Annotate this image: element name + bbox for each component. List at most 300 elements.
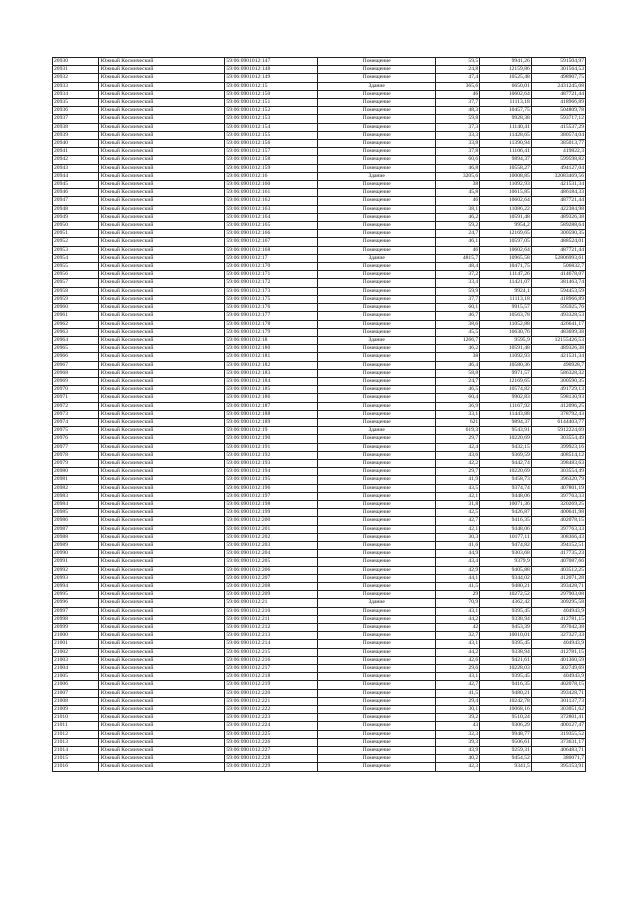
cadastral-value-cell: 491729,13 bbox=[531, 386, 585, 394]
cadastral-value-cell: 589288,64 bbox=[531, 222, 585, 230]
area-cell: 42,7 bbox=[436, 681, 480, 689]
district-cell: Южный Космический bbox=[99, 747, 225, 755]
row-number-cell: 21001 bbox=[53, 640, 99, 648]
district-cell: Южный Космический bbox=[99, 230, 225, 238]
object-type-cell: Помещение bbox=[318, 624, 436, 632]
district-cell: Южный Космический bbox=[99, 58, 225, 66]
unit-value-cell: 10558,27 bbox=[480, 164, 532, 172]
cadastral-value-cell: 297903,08 bbox=[531, 591, 585, 599]
area-cell: 37,7 bbox=[436, 295, 480, 303]
object-type-cell: Помещение bbox=[318, 459, 436, 467]
table-row bbox=[53, 607, 586, 615]
table-row bbox=[53, 254, 586, 262]
table-row bbox=[53, 665, 586, 673]
unit-value-cell: 9416,35 bbox=[480, 681, 532, 689]
row-number-cell: 20936 bbox=[53, 107, 99, 115]
unit-value-cell: 9338,94 bbox=[480, 615, 532, 623]
row-number-cell: 20966 bbox=[53, 353, 99, 361]
table-row bbox=[53, 640, 586, 648]
cadastral-value-cell: 408514,12 bbox=[531, 451, 585, 459]
row-number-cell: 20945 bbox=[53, 181, 99, 189]
area-cell: 41,5 bbox=[436, 689, 480, 697]
cadastral-value-cell: 393428,71 bbox=[531, 583, 585, 591]
district-cell: Южный Космический bbox=[99, 722, 225, 730]
area-cell: 44,2 bbox=[436, 615, 480, 623]
cadastral-number-cell: 59:06:0901012:153 bbox=[225, 115, 318, 123]
cadastral-number-cell: 59:06:0901012:210 bbox=[225, 607, 318, 615]
unit-value-cell: 10630,76 bbox=[480, 328, 532, 336]
row-number-cell: 21006 bbox=[53, 681, 99, 689]
cadastral-value-cell: 12155426,53 bbox=[531, 336, 585, 344]
district-cell: Южный Космический bbox=[99, 336, 225, 344]
table-row bbox=[53, 123, 586, 131]
district-cell: Южный Космический bbox=[99, 312, 225, 320]
cadastral-number-cell: 59:06:0901012:162 bbox=[225, 197, 318, 205]
unit-value-cell: 9928,38 bbox=[480, 115, 532, 123]
table-row bbox=[53, 714, 586, 722]
district-cell: Южный Космический bbox=[99, 665, 225, 673]
table-row bbox=[53, 58, 586, 66]
unit-value-cell: 9344,02 bbox=[480, 574, 532, 582]
cadastral-value-cell: 399923,16 bbox=[531, 443, 585, 451]
row-number-cell: 20979 bbox=[53, 459, 99, 467]
row-number-cell: 20931 bbox=[53, 66, 99, 74]
area-cell: 24,7 bbox=[436, 377, 480, 385]
district-cell: Южный Космический bbox=[99, 632, 225, 640]
object-type-cell: Помещение bbox=[318, 443, 436, 451]
object-type-cell: Помещение bbox=[318, 673, 436, 681]
cadastral-number-cell: 59:06:0901012:156 bbox=[225, 140, 318, 148]
cadastral-number-cell: 59:06:0901012:154 bbox=[225, 123, 318, 131]
object-type-cell: Помещение bbox=[318, 361, 436, 369]
cadastral-value-cell: 489326,38 bbox=[531, 213, 585, 221]
unit-value-cell: 9374,74 bbox=[480, 484, 532, 492]
unit-value-cell: 10010,01 bbox=[480, 632, 532, 640]
area-cell: 48,4 bbox=[436, 263, 480, 271]
cadastral-value-cell: 300590,35 bbox=[531, 230, 585, 238]
cadastral-value-cell: 418966,89 bbox=[531, 295, 585, 303]
object-type-cell: Помещение bbox=[318, 747, 436, 755]
unit-value-cell: 9902,83 bbox=[480, 394, 532, 402]
table-row bbox=[53, 402, 586, 410]
row-number-cell: 20947 bbox=[53, 197, 99, 205]
district-cell: Южный Космический bbox=[99, 328, 225, 336]
cadastral-value-cell: 396320,79 bbox=[531, 476, 585, 484]
cadastral-number-cell: 59:06:0901012:199 bbox=[225, 509, 318, 517]
unit-value-cell: 10615,85 bbox=[480, 189, 532, 197]
unit-value-cell: 9395,45 bbox=[480, 607, 532, 615]
cadastral-number-cell: 59:06:0901012:183 bbox=[225, 369, 318, 377]
table-row bbox=[53, 738, 586, 746]
district-cell: Южный Космический bbox=[99, 558, 225, 566]
cadastral-number-cell: 59:06:0901012:217 bbox=[225, 665, 318, 673]
district-cell: Южный Космический bbox=[99, 320, 225, 328]
district-cell: Южный Космический bbox=[99, 131, 225, 139]
row-number-cell: 20960 bbox=[53, 304, 99, 312]
cadastral-number-cell: 59:06:0901012:207 bbox=[225, 574, 318, 582]
cadastral-number-cell: 59:06:0901012:149 bbox=[225, 74, 318, 82]
unit-value-cell: 9341,5 bbox=[480, 763, 532, 771]
unit-value-cell: 11113,18 bbox=[480, 295, 532, 303]
cadastral-value-cell: 586328,32 bbox=[531, 369, 585, 377]
object-type-cell: Помещение bbox=[318, 418, 436, 426]
object-type-cell: Помещение bbox=[318, 238, 436, 246]
unit-value-cell: 9480,21 bbox=[480, 689, 532, 697]
table-row bbox=[53, 763, 586, 771]
cadastral-value-cell: 486184,33 bbox=[531, 189, 585, 197]
unit-value-cell: 9480,21 bbox=[480, 583, 532, 591]
cadastral-number-cell: 59:06:0901012:202 bbox=[225, 533, 318, 541]
cadastral-number-cell: 59:06:0901012:191 bbox=[225, 443, 318, 451]
unit-value-cell: 11147,26 bbox=[480, 271, 532, 279]
row-number-cell: 21015 bbox=[53, 755, 99, 763]
unit-value-cell: 9259,31 bbox=[480, 747, 532, 755]
area-cell: 46,4 bbox=[436, 361, 480, 369]
table-row bbox=[53, 689, 586, 697]
object-type-cell: Помещение bbox=[318, 591, 436, 599]
object-type-cell: Помещение bbox=[318, 369, 436, 377]
row-number-cell: 20955 bbox=[53, 263, 99, 271]
unit-value-cell: 10071,36 bbox=[480, 500, 532, 508]
cadastral-value-cell: 412096,25 bbox=[531, 402, 585, 410]
cadastral-number-cell: 59:06:0901012:184 bbox=[225, 377, 318, 385]
cadastral-value-cell: 493328,53 bbox=[531, 312, 585, 320]
object-type-cell: Здание bbox=[318, 254, 436, 262]
district-cell: Южный Космический bbox=[99, 394, 225, 402]
cadastral-number-cell: 59:06:0901012:214 bbox=[225, 640, 318, 648]
table-row bbox=[53, 353, 586, 361]
object-type-cell: Помещение bbox=[318, 435, 436, 443]
unit-value-cell: 10602,64 bbox=[480, 197, 532, 205]
unit-value-cell: 9306,29 bbox=[480, 722, 532, 730]
cadastral-value-cell: 52806993,61 bbox=[531, 254, 585, 262]
object-type-cell: Помещение bbox=[318, 156, 436, 164]
table-row bbox=[53, 427, 586, 435]
object-type-cell: Помещение bbox=[318, 665, 436, 673]
cadastral-number-cell: 59:06:0901012:182 bbox=[225, 361, 318, 369]
table-row bbox=[53, 222, 586, 230]
area-cell: 43,1 bbox=[436, 673, 480, 681]
row-number-cell: 21003 bbox=[53, 656, 99, 664]
row-number-cell: 20954 bbox=[53, 254, 99, 262]
table-row bbox=[53, 533, 586, 541]
area-cell: 43,4 bbox=[436, 558, 480, 566]
cadastral-number-cell: 59:06:0901012:194 bbox=[225, 468, 318, 476]
table-row bbox=[53, 451, 586, 459]
cadastral-number-cell: 59:06:0901012:221 bbox=[225, 697, 318, 705]
unit-value-cell: 10574,82 bbox=[480, 386, 532, 394]
district-cell: Южный Космический bbox=[99, 238, 225, 246]
cadastral-value-cell: 419822,3 bbox=[531, 148, 585, 156]
district-cell: Южный Космический bbox=[99, 82, 225, 90]
cadastral-value-cell: 422384,98 bbox=[531, 205, 585, 213]
cadastral-number-cell: 59:06:0901012:188 bbox=[225, 410, 318, 418]
object-type-cell: Помещение bbox=[318, 689, 436, 697]
object-type-cell: Помещение bbox=[318, 279, 436, 287]
unit-value-cell: 9543,91 bbox=[480, 427, 532, 435]
cadastral-number-cell: 59:06:0901012:179 bbox=[225, 328, 318, 336]
district-cell: Южный Космический bbox=[99, 361, 225, 369]
row-number-cell: 21013 bbox=[53, 738, 99, 746]
table-row bbox=[53, 500, 586, 508]
cadastral-number-cell: 59:06:0901012:197 bbox=[225, 492, 318, 500]
district-cell: Южный Космический bbox=[99, 525, 225, 533]
unit-value-cell: 11390,94 bbox=[480, 140, 532, 148]
object-type-cell: Здание bbox=[318, 427, 436, 435]
cadastral-number-cell: 59:06:0901012:166 bbox=[225, 230, 318, 238]
row-number-cell: 20994 bbox=[53, 583, 99, 591]
district-cell: Южный Космический bbox=[99, 607, 225, 615]
unit-value-cell: 9474,82 bbox=[480, 541, 532, 549]
unit-value-cell: 10457,75 bbox=[480, 107, 532, 115]
cadastral-number-cell: 59:06:0901012:157 bbox=[225, 148, 318, 156]
row-number-cell: 20969 bbox=[53, 377, 99, 385]
district-cell: Южный Космический bbox=[99, 591, 225, 599]
district-cell: Южный Космический bbox=[99, 287, 225, 295]
district-cell: Южный Космический bbox=[99, 624, 225, 632]
row-number-cell: 21005 bbox=[53, 673, 99, 681]
unit-value-cell: 9421,61 bbox=[480, 656, 532, 664]
cadastral-number-cell: 59:06:0901012:224 bbox=[225, 722, 318, 730]
unit-value-cell: 10602,64 bbox=[480, 246, 532, 254]
row-number-cell: 20992 bbox=[53, 566, 99, 574]
district-cell: Южный Космический bbox=[99, 550, 225, 558]
object-type-cell: Помещение bbox=[318, 722, 436, 730]
object-type-cell: Помещение bbox=[318, 230, 436, 238]
district-cell: Южный Космический bbox=[99, 574, 225, 582]
table-row bbox=[53, 673, 586, 681]
cadastral-value-cell: 412071,28 bbox=[531, 574, 585, 582]
area-cell: 39,3 bbox=[436, 738, 480, 746]
object-type-cell: Помещение bbox=[318, 615, 436, 623]
district-cell: Южный Космический bbox=[99, 517, 225, 525]
table-row bbox=[53, 468, 586, 476]
row-number-cell: 20965 bbox=[53, 345, 99, 353]
area-cell: 33,1 bbox=[436, 410, 480, 418]
cadastral-value-cell: 303554,49 bbox=[531, 468, 585, 476]
row-number-cell: 20972 bbox=[53, 402, 99, 410]
object-type-cell: Помещение bbox=[318, 213, 436, 221]
area-cell: 46 bbox=[436, 90, 480, 98]
table-row bbox=[53, 230, 586, 238]
area-cell: 59,9 bbox=[436, 287, 480, 295]
cadastral-value-cell: 397763,33 bbox=[531, 492, 585, 500]
cadastral-value-cell: 303554,49 bbox=[531, 435, 585, 443]
row-number-cell: 21011 bbox=[53, 722, 99, 730]
cadastral-value-cell: 595925,76 bbox=[531, 304, 585, 312]
cadastral-number-cell: 59:06:0901012:155 bbox=[225, 131, 318, 139]
cadastral-value-cell: 421531,34 bbox=[531, 353, 585, 361]
cadastral-number-cell: 59:06:0901012:205 bbox=[225, 558, 318, 566]
row-number-cell: 20953 bbox=[53, 246, 99, 254]
cadastral-number-cell: 59:06:0901012:173 bbox=[225, 287, 318, 295]
cadastral-value-cell: 398483,63 bbox=[531, 459, 585, 467]
area-cell: 43,5 bbox=[436, 484, 480, 492]
unit-value-cell: 10068,16 bbox=[480, 706, 532, 714]
unit-value-cell: 9448,06 bbox=[480, 492, 532, 500]
table-row bbox=[53, 377, 586, 385]
object-type-cell: Помещение bbox=[318, 550, 436, 558]
cadastral-value-cell: 599598,82 bbox=[531, 156, 585, 164]
area-cell: 3205,6 bbox=[436, 172, 480, 180]
table-row bbox=[53, 648, 586, 656]
district-cell: Южный Космический bbox=[99, 213, 225, 221]
row-number-cell: 20990 bbox=[53, 550, 99, 558]
district-cell: Южный Космический bbox=[99, 533, 225, 541]
cadastral-number-cell: 59:06:0901012:225 bbox=[225, 730, 318, 738]
row-number-cell: 20974 bbox=[53, 418, 99, 426]
area-cell: 41,9 bbox=[436, 476, 480, 484]
cadastral-number-cell: 59:06:0901012:196 bbox=[225, 484, 318, 492]
object-type-cell: Помещение bbox=[318, 755, 436, 763]
area-cell: 42,9 bbox=[436, 566, 480, 574]
area-cell: 46,2 bbox=[436, 345, 480, 353]
object-type-cell: Помещение bbox=[318, 738, 436, 746]
district-cell: Южный Космический bbox=[99, 599, 225, 607]
row-number-cell: 20952 bbox=[53, 238, 99, 246]
row-number-cell: 20997 bbox=[53, 607, 99, 615]
cadastral-number-cell: 59:06:0901012:227 bbox=[225, 747, 318, 755]
row-number-cell: 20956 bbox=[53, 271, 99, 279]
area-cell: 29 bbox=[436, 591, 480, 599]
table-row bbox=[53, 213, 586, 221]
table-row bbox=[53, 295, 586, 303]
object-type-cell: Помещение bbox=[318, 509, 436, 517]
object-type-cell: Помещение bbox=[318, 263, 436, 271]
cadastral-number-cell: 59:06:0901012:171 bbox=[225, 271, 318, 279]
table-row bbox=[53, 312, 586, 320]
unit-value-cell: 10591,48 bbox=[480, 345, 532, 353]
object-type-cell: Помещение bbox=[318, 714, 436, 722]
area-cell: 37,3 bbox=[436, 123, 480, 131]
object-type-cell: Помещение bbox=[318, 197, 436, 205]
area-cell: 46 bbox=[436, 246, 480, 254]
row-number-cell: 20937 bbox=[53, 115, 99, 123]
district-cell: Южный Космический bbox=[99, 459, 225, 467]
area-cell: 31,8 bbox=[436, 500, 480, 508]
table-row bbox=[53, 615, 586, 623]
row-number-cell: 20971 bbox=[53, 394, 99, 402]
table-row bbox=[53, 541, 586, 549]
district-cell: Южный Космический bbox=[99, 492, 225, 500]
cadastral-number-cell: 59:06:0901012:216 bbox=[225, 656, 318, 664]
area-cell: 42 bbox=[436, 624, 480, 632]
cadastral-number-cell: 59:06:0901012:175 bbox=[225, 295, 318, 303]
object-type-cell: Здание bbox=[318, 336, 436, 344]
unit-value-cell: 9924,1 bbox=[480, 287, 532, 295]
unit-value-cell: 10563,78 bbox=[480, 312, 532, 320]
area-cell: 42,1 bbox=[436, 492, 480, 500]
cadastral-value-cell: 378792,43 bbox=[531, 410, 585, 418]
unit-value-cell: 6650,01 bbox=[480, 82, 532, 90]
cadastral-value-cell: 404943,9 bbox=[531, 607, 585, 615]
area-cell: 43,9 bbox=[436, 747, 480, 755]
cadastral-number-cell: 59:06:0901012:19 bbox=[225, 427, 318, 435]
table-row bbox=[53, 205, 586, 213]
area-cell: 38 bbox=[436, 353, 480, 361]
district-cell: Южный Космический bbox=[99, 345, 225, 353]
cadastral-number-cell: 59:06:0901012:208 bbox=[225, 583, 318, 591]
area-cell: 44,1 bbox=[436, 574, 480, 582]
object-type-cell: Помещение bbox=[318, 148, 436, 156]
area-cell: 59,2 bbox=[436, 222, 480, 230]
district-cell: Южный Космический bbox=[99, 689, 225, 697]
table-row bbox=[53, 706, 586, 714]
area-cell: 24,7 bbox=[436, 230, 480, 238]
cadastral-number-cell: 59:06:0901012:193 bbox=[225, 459, 318, 467]
unit-value-cell: 9915,57 bbox=[480, 304, 532, 312]
cadastral-value-cell: 487721,44 bbox=[531, 246, 585, 254]
district-cell: Южный Космический bbox=[99, 123, 225, 131]
cadastral-value-cell: 320269,25 bbox=[531, 500, 585, 508]
row-number-cell: 20975 bbox=[53, 427, 99, 435]
cadastral-value-cell: 401360,59 bbox=[531, 656, 585, 664]
area-cell: 30,1 bbox=[436, 706, 480, 714]
row-number-cell: 21010 bbox=[53, 714, 99, 722]
cadastral-value-cell: 402078,15 bbox=[531, 517, 585, 525]
row-number-cell: 20933 bbox=[53, 82, 99, 90]
unit-value-cell: 9369,59 bbox=[480, 451, 532, 459]
unit-value-cell: 9954,2 bbox=[480, 222, 532, 230]
unit-value-cell: 12169,65 bbox=[480, 230, 532, 238]
district-cell: Южный Космический bbox=[99, 566, 225, 574]
cadastral-value-cell: 598130,93 bbox=[531, 394, 585, 402]
table-row bbox=[53, 66, 586, 74]
row-number-cell: 20977 bbox=[53, 443, 99, 451]
table-row bbox=[53, 90, 586, 98]
table-row bbox=[53, 525, 586, 533]
district-cell: Южный Космический bbox=[99, 484, 225, 492]
area-cell: 37,8 bbox=[436, 148, 480, 156]
object-type-cell: Помещение bbox=[318, 681, 436, 689]
table-row bbox=[53, 632, 586, 640]
cadastral-number-cell: 59:06:0901012:219 bbox=[225, 681, 318, 689]
object-type-cell: Помещение bbox=[318, 730, 436, 738]
object-type-cell: Помещение bbox=[318, 648, 436, 656]
unit-value-cell: 10220,69 bbox=[480, 435, 532, 443]
area-cell: 29,7 bbox=[436, 468, 480, 476]
table-row bbox=[53, 263, 586, 271]
table-row bbox=[53, 82, 586, 90]
object-type-cell: Помещение bbox=[318, 131, 436, 139]
cadastral-value-cell: 504809,78 bbox=[531, 107, 585, 115]
cadastral-number-cell: 59:06:0901012:151 bbox=[225, 99, 318, 107]
unit-value-cell: 10471,75 bbox=[480, 263, 532, 271]
table-row bbox=[53, 304, 586, 312]
cadastral-value-cell: 407801,19 bbox=[531, 484, 585, 492]
area-cell: 29,6 bbox=[436, 665, 480, 673]
table-row bbox=[53, 681, 586, 689]
object-type-cell: Помещение bbox=[318, 525, 436, 533]
row-number-cell: 20983 bbox=[53, 492, 99, 500]
table-row bbox=[53, 747, 586, 755]
object-type-cell: Помещение bbox=[318, 541, 436, 549]
area-cell: 42,5 bbox=[436, 509, 480, 517]
row-number-cell: 21007 bbox=[53, 689, 99, 697]
row-number-cell: 20968 bbox=[53, 369, 99, 377]
district-cell: Южный Космический bbox=[99, 615, 225, 623]
cadastral-value-cell: 400127,47 bbox=[531, 722, 585, 730]
object-type-cell: Помещение bbox=[318, 222, 436, 230]
area-cell: 70,9 bbox=[436, 599, 480, 607]
cadastral-number-cell: 59:06:0901012:203 bbox=[225, 541, 318, 549]
object-type-cell: Помещение bbox=[318, 484, 436, 492]
unit-value-cell: 9971,57 bbox=[480, 369, 532, 377]
row-number-cell: 20957 bbox=[53, 279, 99, 287]
unit-value-cell: 9405,88 bbox=[480, 566, 532, 574]
table-row bbox=[53, 410, 586, 418]
district-cell: Южный Космический bbox=[99, 418, 225, 426]
